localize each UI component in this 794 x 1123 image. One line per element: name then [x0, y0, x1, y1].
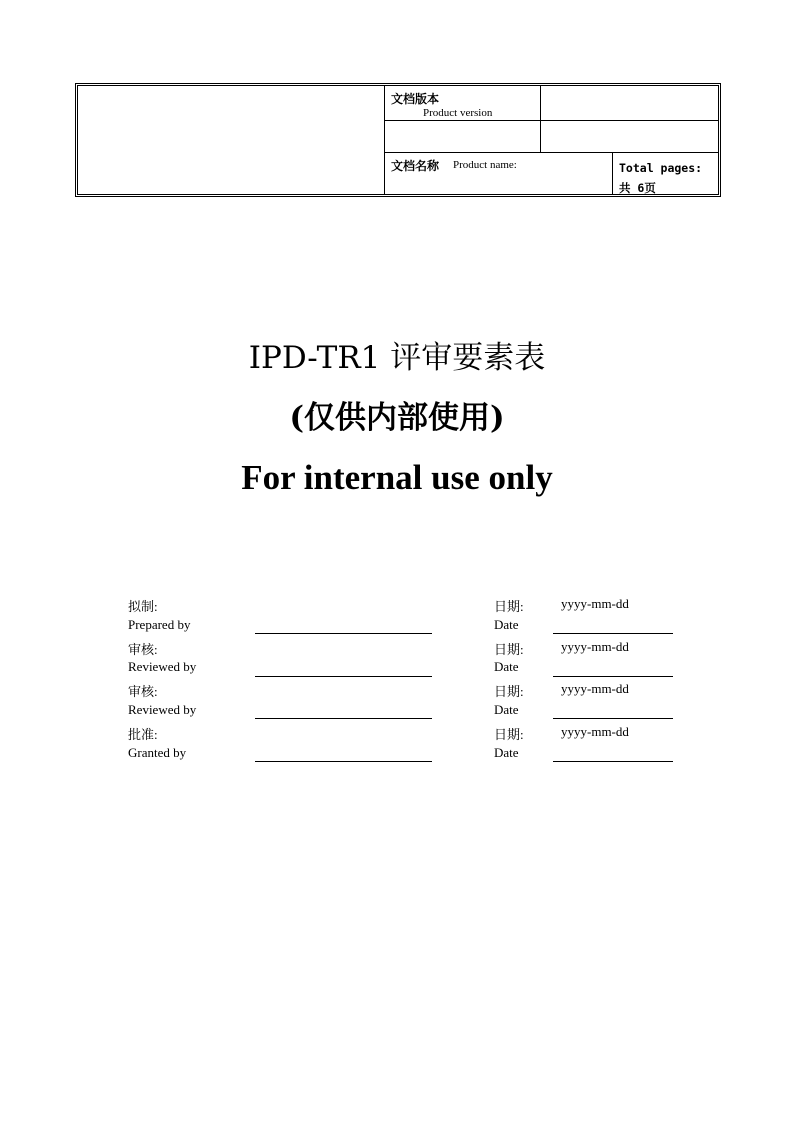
granted-by-label-cn: 批准:	[128, 727, 158, 742]
header-divider	[384, 86, 385, 194]
document-title: IPD-TR1 评审要素表	[248, 340, 546, 376]
reviewed-date-label-cn: 日期:	[494, 642, 524, 657]
product-name-label-en: Product name:	[453, 159, 517, 171]
reviewed-by-label-en: Reviewed by	[128, 702, 197, 717]
header-divider	[540, 86, 541, 152]
reviewed-date-label-en: Date	[494, 702, 519, 717]
reviewed-date-value: yyyy-mm-dd	[561, 639, 629, 654]
prepared-by-label-en: Prepared by	[128, 617, 191, 632]
reviewed-date-label-en: Date	[494, 659, 519, 674]
product-version-label-cn: 文档版本	[391, 92, 440, 106]
reviewed-by-label-en: Reviewed by	[128, 659, 197, 674]
prepared-date-label-cn: 日期:	[494, 599, 524, 614]
header-divider	[612, 152, 613, 194]
header-divider	[384, 152, 718, 153]
reviewed-date-line[interactable]	[553, 718, 673, 719]
internal-use-cn: (仅供内部使用)	[289, 400, 505, 436]
total-pages-value: 共 6页	[619, 181, 656, 195]
granted-date-label-cn: 日期:	[494, 727, 524, 742]
product-name-label-cn: 文档名称	[391, 159, 440, 173]
document-header-table	[75, 83, 721, 197]
total-pages	[619, 158, 702, 198]
reviewed-date-label-cn: 日期:	[494, 684, 524, 699]
reviewed-by-signature-line[interactable]	[255, 718, 432, 719]
prepared-by-label-cn: 拟制:	[128, 599, 158, 614]
product-version-label-en: Product version	[423, 107, 493, 119]
granted-date-label-en: Date	[494, 745, 519, 760]
granted-date-value: yyyy-mm-dd	[561, 724, 629, 739]
prepared-by-signature-line[interactable]	[255, 633, 432, 634]
granted-by-signature-line[interactable]	[255, 761, 432, 762]
reviewed-by-label-cn: 审核:	[128, 684, 158, 699]
reviewed-date-line[interactable]	[553, 676, 673, 677]
total-pages-label: Total pages:	[619, 161, 703, 175]
granted-by-label-en: Granted by	[128, 745, 187, 760]
prepared-date-value: yyyy-mm-dd	[561, 596, 629, 611]
prepared-date-line[interactable]	[553, 633, 673, 634]
prepared-date-label-en: Date	[494, 617, 519, 632]
granted-date-line[interactable]	[553, 761, 673, 762]
reviewed-by-label-cn: 审核:	[128, 642, 158, 657]
reviewed-date-value: yyyy-mm-dd	[561, 681, 629, 696]
reviewed-by-signature-line[interactable]	[255, 676, 432, 677]
header-divider	[384, 120, 718, 121]
internal-use-en: For internal use only	[241, 458, 553, 497]
